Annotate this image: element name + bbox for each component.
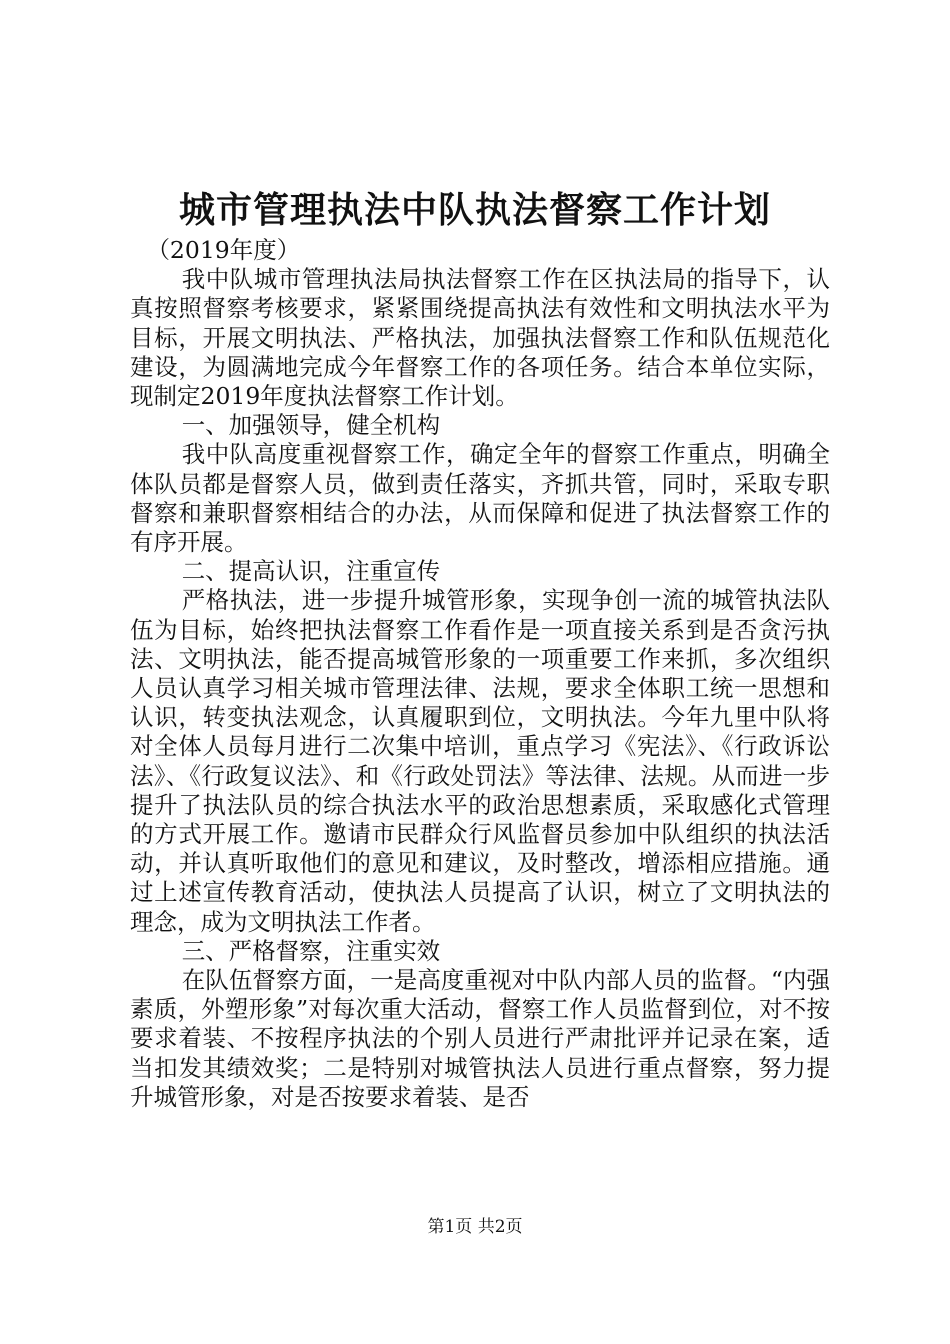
section-paragraph-2: 严格执法，进一步提升城管形象，实现争创一流的城管执法队伍为目标，始终把执法督察工作看作是一项直接关系到是否贪污执法、文明执法，能否提高城管形象的一项重要工作来抓，多次组织人员认真学习相关城市管理法律、法规，要求全体职工统一思想和认识，转变执法观念，认真履职到位，文明执法。今年九里中队将对全体人员每月进行二次集中培训，重点学习《宪法》、《行政诉讼法》、《行政复议法》、和《行政处罚法》等法律、法规。从而进一步提升了执法队员的综合执法水平的政治思想素质，采取感化式管理的方式开展工作。邀请市民群众行风监督员参加中队组织的执法活动，并认真听取他们的意见和建议，及时整改，增添相应措施。通过上述宣传教育活动，使执法人员提高了认识，树立了文明执法的理念，成为文明执法工作者。 [130,586,830,936]
intro-paragraph: 我中队城市管理执法局执法督察工作在区执法局的指导下，认真按照督察考核要求，紧紧围绕提高执法有效性和文明执法水平为目标，开展文明执法、严格执法，加强执法督察工作和队伍规范化建设，为圆满地完成今年督察工作的各项任务。结合本单位实际，现制定2019年度执法督察工作计划。 [130,265,830,411]
section-heading-2: 二、提高认识，注重宣传 [181,557,441,586]
page-footer: 第1页 共2页 [427,1217,523,1237]
document-body [130,236,830,1112]
document-subtitle: （2019年度） [146,236,301,264]
section-paragraph-1: 我中队高度重视督察工作，确定全年的督察工作重点，明确全体队员都是督察人员，做到责任落实，齐抓共管，同时，采取专职督察和兼职督察相结合的办法，从而保障和促进了执法督察工作的有序开展。 [130,440,830,557]
document-title: 城市管理执法中队执法督察工作计划 [178,189,771,231]
section-heading-3: 三、严格督察，注重实效 [181,936,441,965]
section-heading-1: 一、加强领导，健全机构 [181,411,441,440]
section-paragraph-3: 在队伍督察方面，一是高度重视对中队内部人员的监督。“内强素质，外塑形象”对每次重大活动，督察工作人员监督到位，对不按要求着装、不按程序执法的个别人员进行严肃批评并记录在案，适当扣发其绩效奖；二是特别对城管执法人员进行重点督察，努力提升城管形象，对是否按要求着装、是否 [130,966,830,1111]
